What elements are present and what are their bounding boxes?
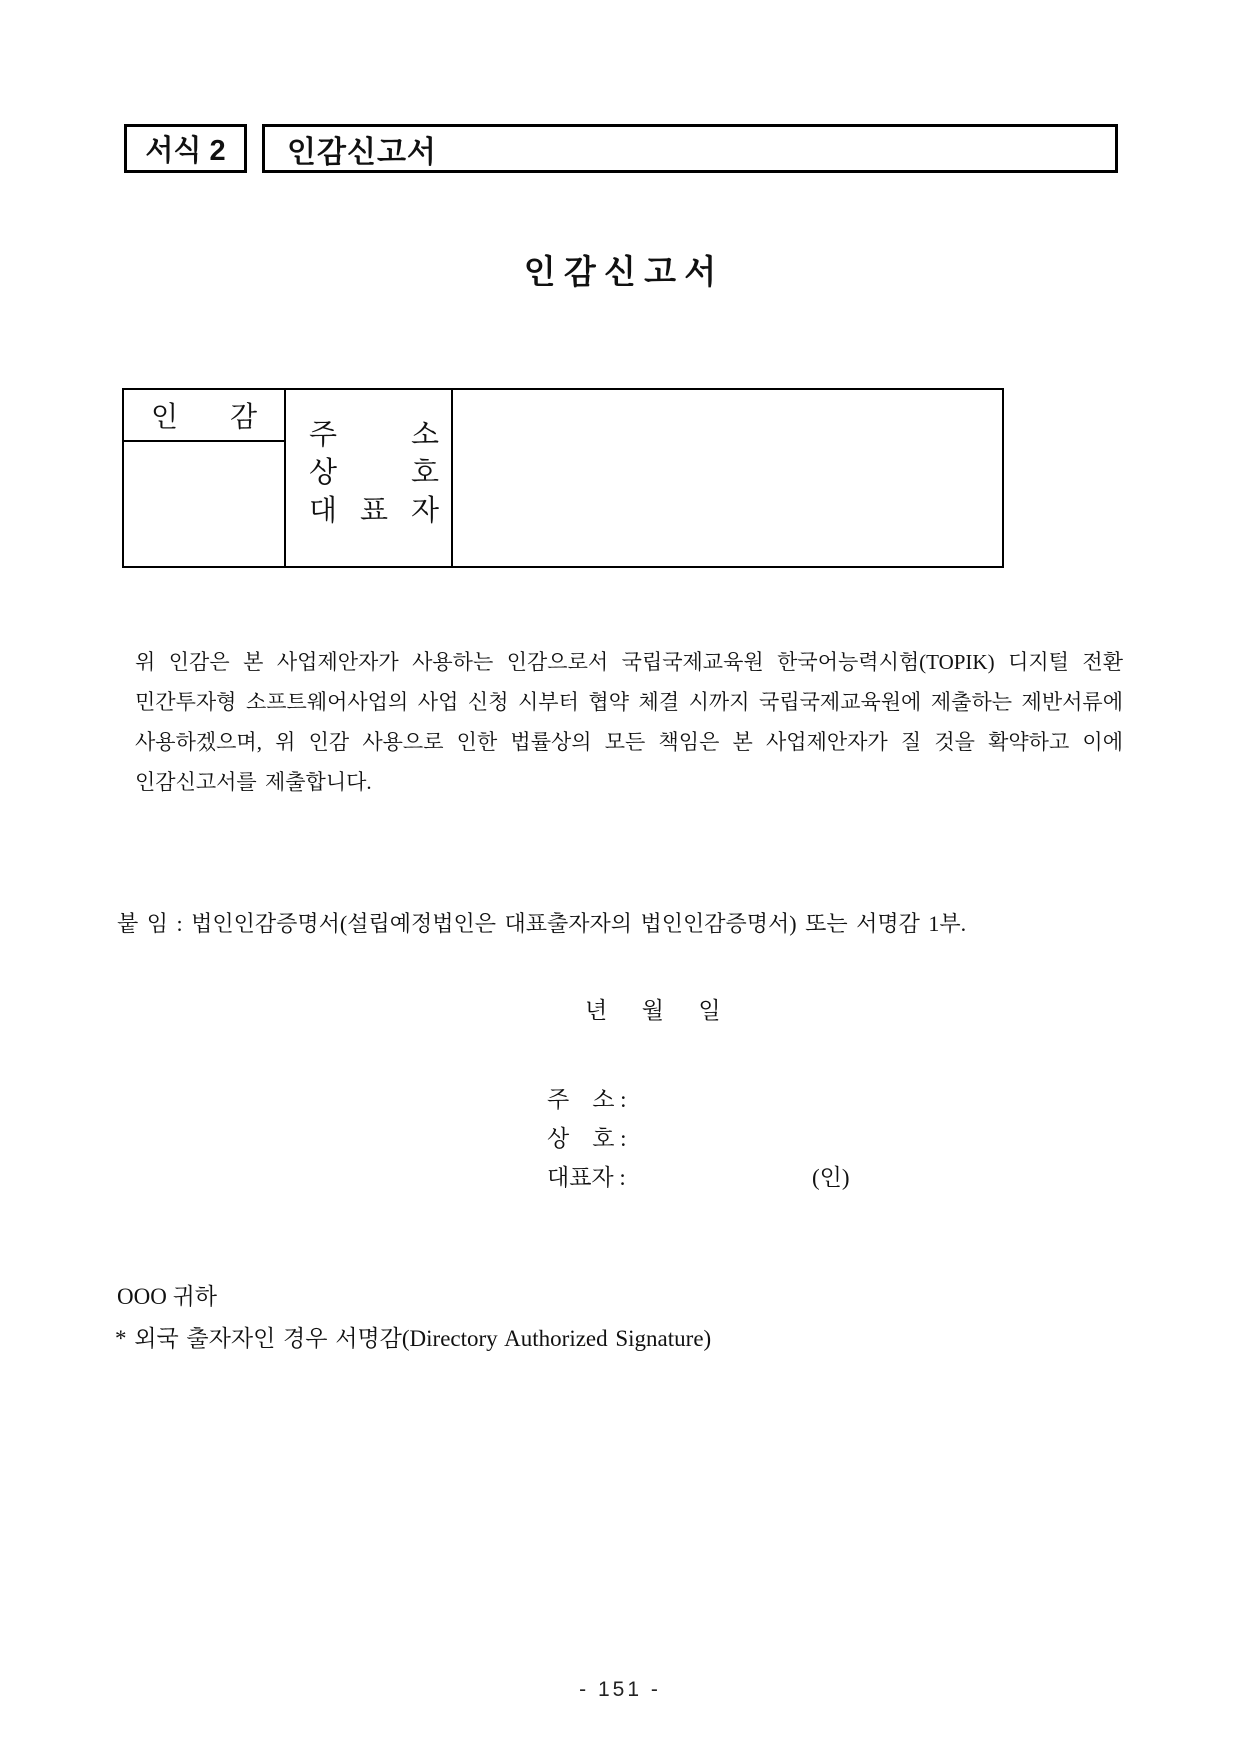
declaration-paragraph [135,642,1123,802]
form-title-label: 인감신고서 [287,135,437,169]
signature-address-line: 주 소 : [547,1087,627,1112]
declaration-line: 인감신고서를 제출합니다. [135,770,372,794]
declaration-line: 민간투자형 소프트웨어사업의 사업 신청 시부터 협약 체결 시까지 국립국제교육원에 제출하는 제반서류에 [135,690,1123,714]
field-label-address: 주 소 [309,419,439,451]
form-number-label: 서식 2 [145,135,226,167]
attachment-note: 붙 임 : 법인인감증명서(설립예정법인은 대표출자자의 법인인감증명서) 또는 서명감 1부. [117,911,967,936]
signature-company-line: 상 호 : [547,1126,627,1151]
field-label-company: 상 호 [309,457,439,489]
seal-place-mark: (인) [812,1165,850,1190]
seal-header-label: 인 감 [151,402,257,433]
field-label-representative: 대 표 자 [309,495,439,527]
recipient-line: OOO 귀하 [117,1284,218,1309]
seal-stamp-area [124,442,286,566]
form-number-box [124,124,247,173]
page-number: - 151 - [579,1678,661,1701]
field-labels-cell [286,390,453,566]
field-value-area [453,390,1002,566]
date-placeholder-line: 년 월 일 [585,998,721,1023]
seal-header-cell [124,390,286,442]
signature-block [547,1080,850,1197]
seal-table [122,388,1004,568]
signature-representative-line: 대표자 : [547,1165,626,1190]
declaration-line: 사용하겠으며, 위 인감 사용으로 인한 법률상의 모든 책임은 본 사업제안자가 질 것을 확약하고 이에 [135,730,1123,754]
document-title: 인 감 신 고 서 [523,255,717,291]
form-title-box [262,124,1118,173]
foreign-investor-footnote: * 외국 출자자인 경우 서명감(Directory Authorized Signature) [115,1326,712,1351]
declaration-line: 위 인감은 본 사업제안자가 사용하는 인감으로서 국립국제교육원 한국어능력시험(TOPIK) 디지털 전환 [135,650,1123,674]
